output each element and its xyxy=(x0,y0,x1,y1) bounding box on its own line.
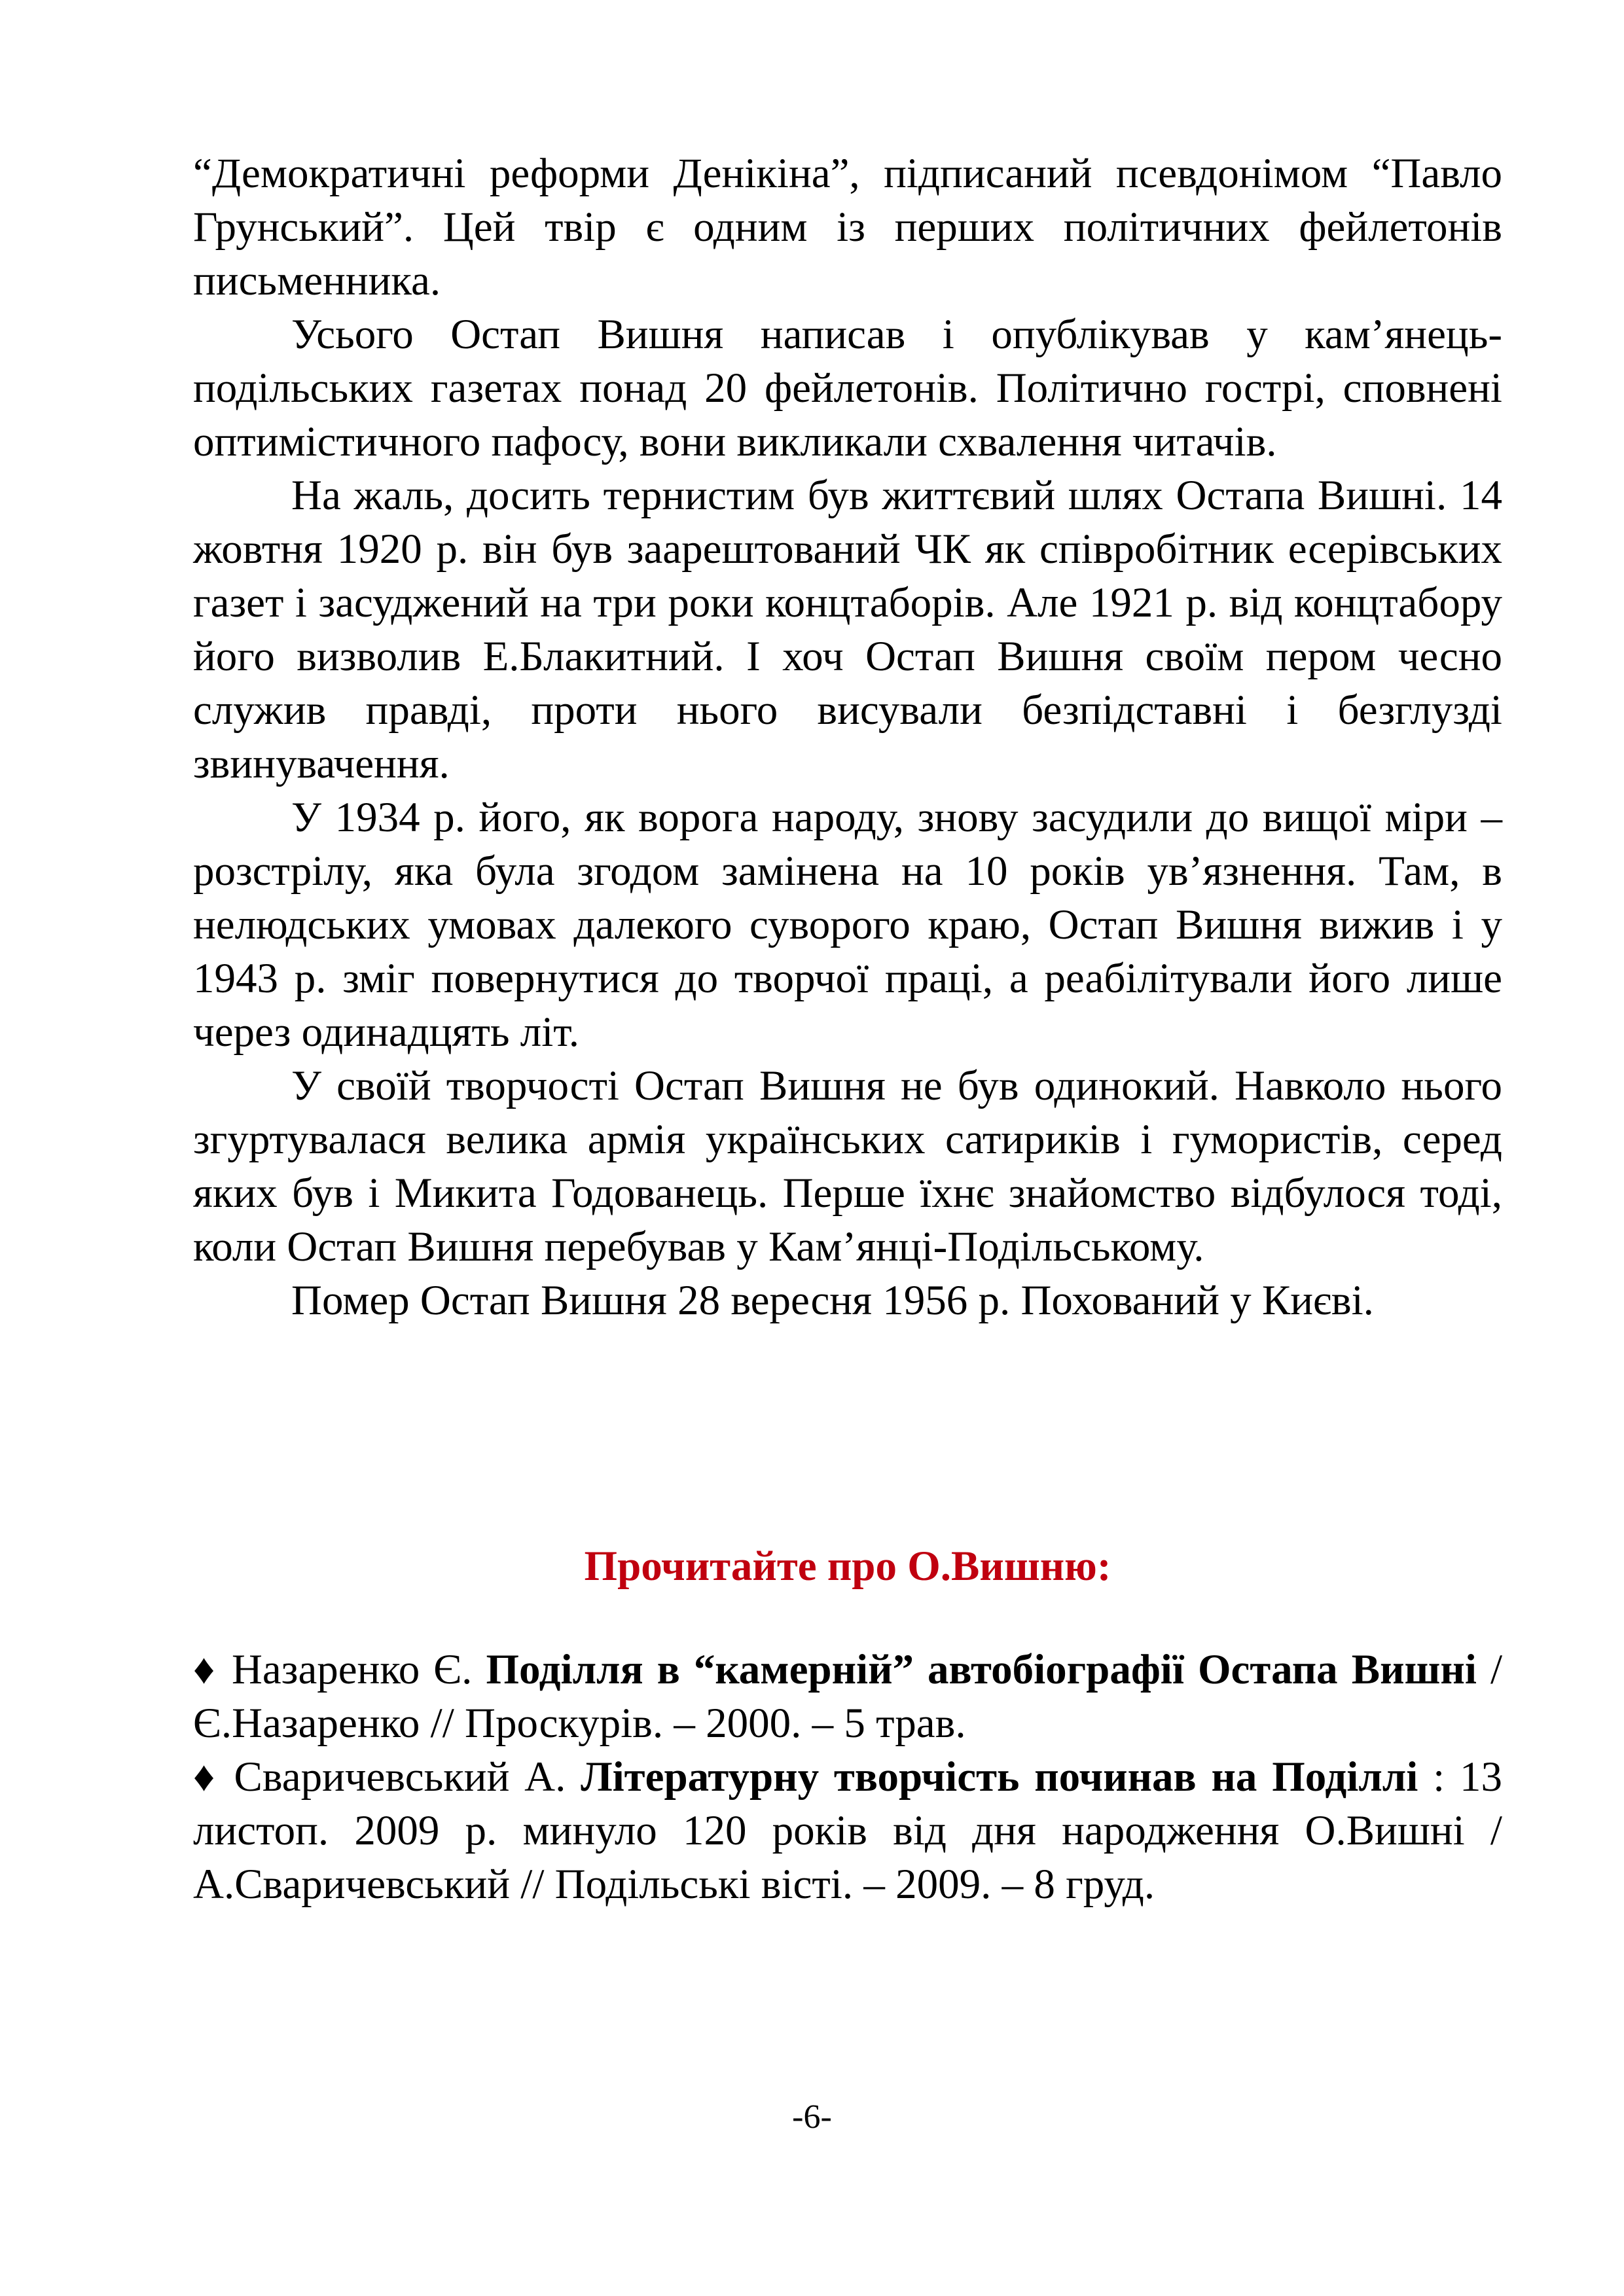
paragraph: На жаль, досить тернистим був життєвий шлях Остапа Вишні. 14 жовтня 1920 р. він був заарештований ЧК як співробітник есерівських газет і засуджений на три роки концтаборів. Але 1921 р. від концтабору його визволив Е.Блакитний. І хоч Остап Вишня своїм пером чесно служив правді, проти нього висували безпідставні і безглузді звинувачення. xyxy=(193,472,1502,787)
paragraph: У своїй творчості Остап Вишня не був одинокий. Навколо нього згуртувалася велика армія українських сатириків і гумористів, серед яких був і Микита Годованець. Перше їхнє знайомство відбулося тоді, коли Остап Вишня перебував у Кам’янці-Подільському. xyxy=(193,1062,1502,1270)
paragraph: Усього Остап Вишня написав і опублікував у кам’янець-подільських газетах понад 20 фейлетонів. Політично гострі, сповнені оптимістичного пафосу, вони викликали схвалення читачів. xyxy=(193,311,1502,465)
page-number: -6- xyxy=(792,2098,832,2136)
bullet-icon: ♦ xyxy=(193,1646,218,1693)
reference-title: Поділля в “камерній” автобіографії Остапа Вишні xyxy=(486,1646,1477,1693)
bullet-icon: ♦ xyxy=(193,1753,219,1801)
reference-item xyxy=(193,1750,1502,1911)
paragraph-continuation: “Демократичні реформи Денікіна”, підписаний псевдонімом “Павло Грунський”. Цей твір є одним із перших політичних фейлетонів письменника. xyxy=(193,150,1502,304)
body-text xyxy=(193,147,1502,1327)
reference-details: / Є.Назаренко // Проскурів. – 2000. – 5 трав. xyxy=(193,1646,1502,1747)
reference-author: Сваричевський А. xyxy=(234,1753,566,1801)
reference-list xyxy=(193,1643,1502,1911)
reference-title: Літературну творчість починав на Поділлі xyxy=(581,1753,1418,1801)
section-heading: Прочитайте про О.Вишню: xyxy=(584,1543,1111,1590)
reference-author: Назаренко Є. xyxy=(231,1646,473,1693)
reference-details: : 13 листоп. 2009 р. минуло 120 років від дня народження О.Вишні / А.Сваричевський // Подільські вісті. – 2009. – 8 груд. xyxy=(193,1753,1503,1908)
paragraph: У 1934 р. його, як ворога народу, знову засудили до вищої міри – розстрілу, яка була згодом замінена на 10 років ув’язнення. Там, в нелюдських умовах далекого суворого краю, Остап Вишня вижив і у 1943 р. зміг повернутися до творчої праці, а реабілітували його лише через одинадцять літ. xyxy=(193,794,1502,1056)
reference-item xyxy=(193,1643,1502,1750)
paragraph: Помер Остап Вишня 28 вересня 1956 р. Похований у Києві. xyxy=(291,1277,1374,1324)
